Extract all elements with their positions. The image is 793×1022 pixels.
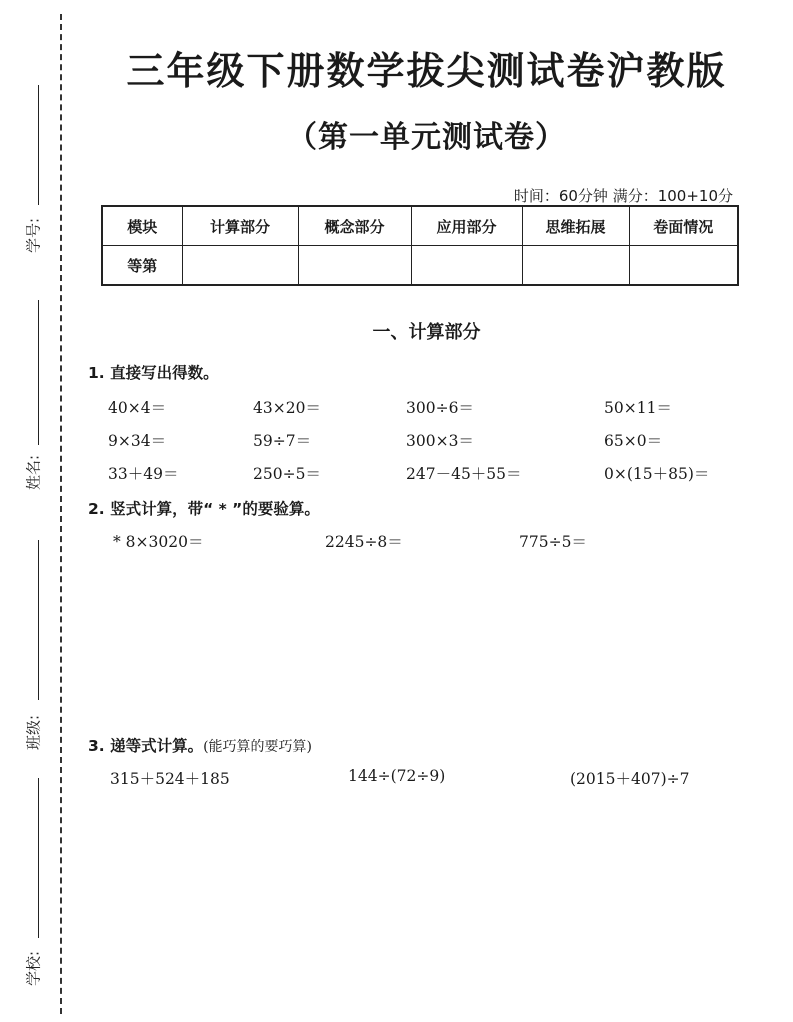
class-label: 班级: bbox=[24, 714, 43, 751]
calc-item: 65×0＝ bbox=[604, 432, 663, 450]
stepwise-calc-item: 315＋524＋185 bbox=[110, 770, 230, 788]
page-subtitle: （第一单元测试卷） bbox=[287, 120, 566, 155]
time-score-info: 时间：60分钟 满分：100+10分 bbox=[513, 187, 733, 205]
table-cell: 应用部分 bbox=[411, 206, 522, 246]
table-cell: 概念部分 bbox=[298, 206, 411, 246]
student-id-line bbox=[38, 85, 39, 205]
score-table bbox=[101, 205, 739, 286]
vertical-calc-item: * 8×3020＝ bbox=[113, 533, 204, 551]
stepwise-calc-item: 144÷(72÷9) bbox=[348, 767, 446, 785]
stepwise-calc-item: (2015＋407)÷7 bbox=[570, 770, 690, 788]
calc-item: 50×11＝ bbox=[604, 399, 672, 417]
table-cell: 计算部分 bbox=[182, 206, 298, 246]
table-cell: 等第 bbox=[102, 246, 182, 286]
calc-item: 40×4＝ bbox=[108, 399, 167, 417]
question-3-title-text: 3. 递等式计算。 bbox=[88, 737, 204, 755]
calc-item: 0×(15＋85)＝ bbox=[604, 465, 710, 483]
calc-item: 33＋49＝ bbox=[108, 465, 179, 483]
calc-item: 247－45＋55＝ bbox=[406, 465, 522, 483]
binding-dashed-line bbox=[60, 14, 62, 1014]
table-cell: 思维拓展 bbox=[522, 206, 629, 246]
section-title: 一、计算部分 bbox=[372, 322, 481, 343]
calc-item: 9×34＝ bbox=[108, 432, 167, 450]
calc-item: 300÷6＝ bbox=[406, 399, 474, 417]
name-line bbox=[38, 300, 39, 445]
question-2-title: 2. 竖式计算，带“ * ”的要验算。 bbox=[88, 500, 320, 518]
calc-item: 59÷7＝ bbox=[253, 432, 312, 450]
calc-item: 300×3＝ bbox=[406, 432, 474, 450]
grade-input-cell[interactable] bbox=[522, 246, 629, 286]
question-3-note: (能巧算的要巧算) bbox=[203, 739, 313, 755]
grade-input-cell[interactable] bbox=[411, 246, 522, 286]
grade-input-cell[interactable] bbox=[182, 246, 298, 286]
class-line bbox=[38, 540, 39, 700]
name-label: 姓名: bbox=[24, 454, 43, 491]
calc-item: 250÷5＝ bbox=[253, 465, 321, 483]
table-grade-row bbox=[102, 246, 738, 286]
vertical-calc-item: 2245÷8＝ bbox=[325, 533, 403, 551]
grade-input-cell[interactable] bbox=[629, 246, 738, 286]
student-id-label: 学号: bbox=[24, 217, 43, 254]
table-cell: 卷面情况 bbox=[629, 206, 738, 246]
table-header-row bbox=[102, 206, 738, 246]
table-cell: 模块 bbox=[102, 206, 182, 246]
vertical-calc-item: 775÷5＝ bbox=[519, 533, 587, 551]
school-label: 学校: bbox=[24, 950, 43, 987]
page-title: 三年级下册数学拔尖测试卷沪教版 bbox=[126, 49, 727, 93]
question-1-title: 1. 直接写出得数。 bbox=[88, 364, 219, 382]
school-line bbox=[38, 778, 39, 938]
calc-item: 43×20＝ bbox=[253, 399, 321, 417]
question-3-title bbox=[88, 734, 312, 756]
grade-input-cell[interactable] bbox=[298, 246, 411, 286]
